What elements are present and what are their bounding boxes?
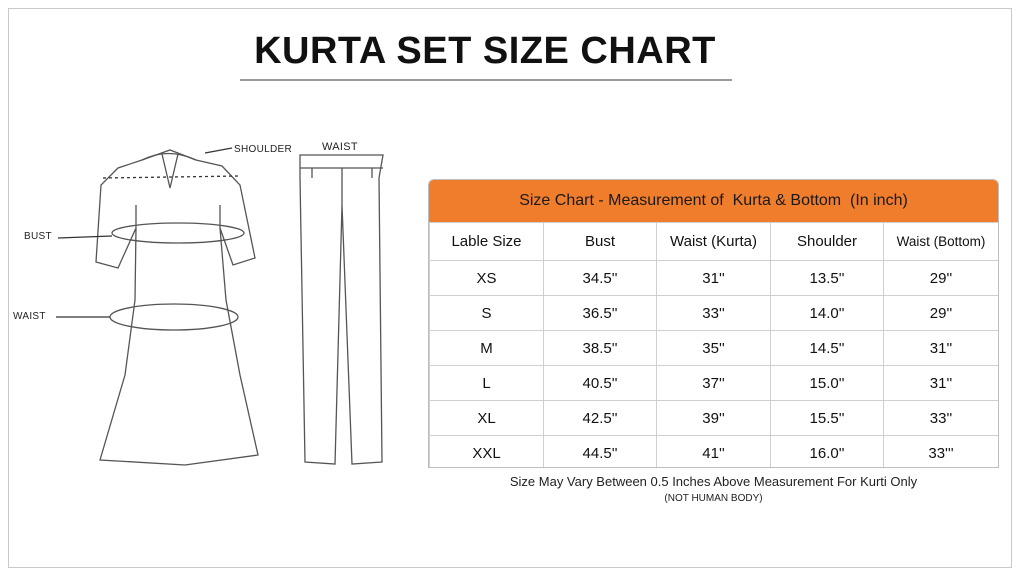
- page-title: KURTA SET SIZE CHART: [254, 30, 716, 72]
- size-variance-note: Size May Vary Between 0.5 Inches Above Measurement For Kurti Only: [509, 474, 918, 489]
- table-row: [430, 261, 999, 296]
- table-cell: 35'': [657, 331, 771, 366]
- table-cell: 38.5'': [544, 331, 657, 366]
- table-cell: 31'': [657, 261, 771, 296]
- garment-illustration: [0, 0, 420, 576]
- table-cell: 33'': [657, 296, 771, 331]
- table-cell: 39'': [657, 401, 771, 436]
- table-cell: 34.5'': [544, 261, 657, 296]
- table-cell: 44.5'': [544, 436, 657, 469]
- table-cell: 41'': [657, 436, 771, 469]
- table-header-bar: Size Chart - Measurement of Kurta & Bottom (In inch): [429, 180, 998, 222]
- column-header: Waist (Bottom): [884, 223, 999, 261]
- table-cell: S: [430, 296, 544, 331]
- table-row: [430, 331, 999, 366]
- column-header: Bust: [544, 223, 657, 261]
- table-cell: XS: [430, 261, 544, 296]
- table-row: [430, 296, 999, 331]
- table-cell: 14.0'': [771, 296, 884, 331]
- table-cell: 42.5'': [544, 401, 657, 436]
- table-cell: 13.5'': [771, 261, 884, 296]
- table-cell: 37'': [657, 366, 771, 401]
- table-row: [430, 436, 999, 469]
- table-cell: 33'': [884, 401, 999, 436]
- table-cell: 29'': [884, 296, 999, 331]
- waist-kurta-label: WAIST: [13, 311, 46, 322]
- kurta-outline-icon: [96, 150, 258, 465]
- table-cell: 29'': [884, 261, 999, 296]
- table-row: [430, 366, 999, 401]
- table-row: [430, 401, 999, 436]
- table-cell: M: [430, 331, 544, 366]
- table-column-header-row: [430, 223, 999, 261]
- table-cell: 31'': [884, 366, 999, 401]
- table-cell: 15.0'': [771, 366, 884, 401]
- column-header: Lable Size: [430, 223, 544, 261]
- table-cell: L: [430, 366, 544, 401]
- size-table: [429, 222, 999, 468]
- table-cell: 31'': [884, 331, 999, 366]
- table-cell: XXL: [430, 436, 544, 469]
- table-cell: 36.5'': [544, 296, 657, 331]
- waist-bottom-label: WAIST: [322, 141, 358, 153]
- column-header: Shoulder: [771, 223, 884, 261]
- table-cell: XL: [430, 401, 544, 436]
- table-cell: 40.5'': [544, 366, 657, 401]
- not-human-body-note: (NOT HUMAN BODY): [664, 493, 763, 504]
- table-cell: 14.5'': [771, 331, 884, 366]
- size-chart-table: [428, 179, 999, 468]
- bust-label: BUST: [24, 231, 52, 242]
- shoulder-label: SHOULDER: [234, 144, 292, 155]
- column-header: Waist (Kurta): [657, 223, 771, 261]
- table-cell: 16.0'': [771, 436, 884, 469]
- table-cell: 15.5'': [771, 401, 884, 436]
- table-cell: 33''': [884, 436, 999, 469]
